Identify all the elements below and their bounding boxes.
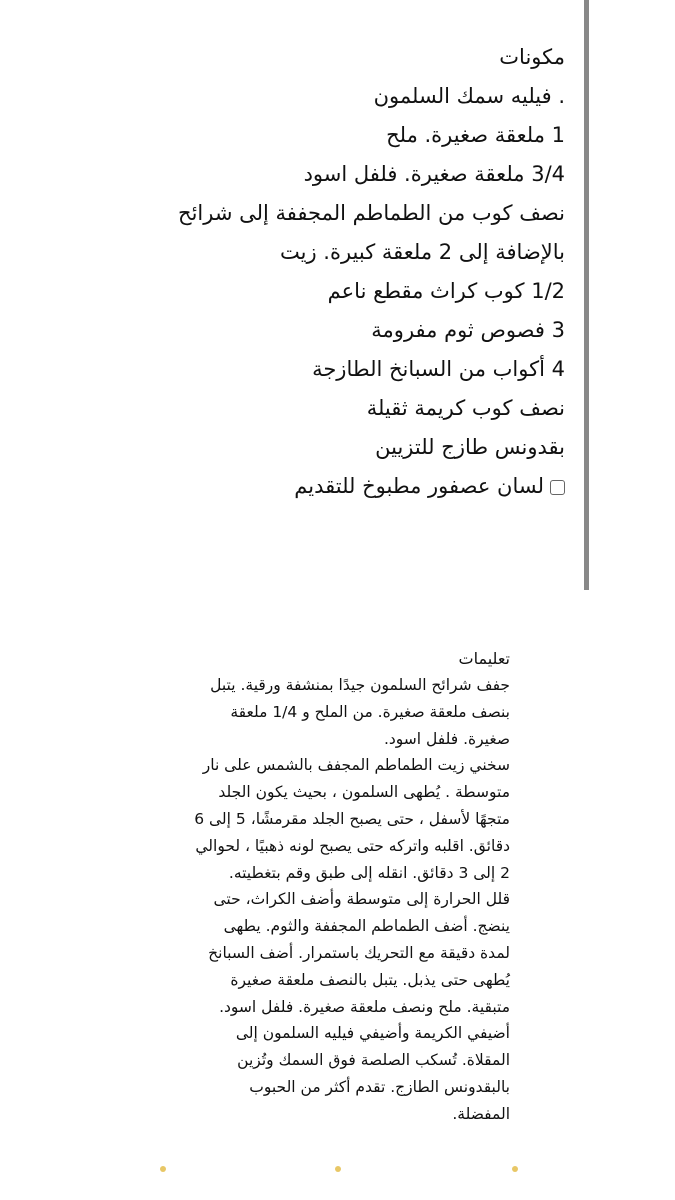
ingredients-section [105,38,565,506]
instruction-line: لمدة دقيقة مع التحريك باستمرار. أضف السبانخ [208,943,510,962]
instruction-line: ينضج. أضف الطماطم المجففة والثوم. يطهى [223,917,510,936]
checkbox[interactable] [550,480,565,495]
ingredient-line: 1/2 كوب كراث مقطع ناعم [327,279,565,303]
instruction-line: المفضلة. [452,1104,510,1123]
ingredient-line: 3/4 ملعقة صغيرة. فلفل اسود [303,162,565,186]
instruction-line: بالبقدونس الطازج. تقدم أكثر من الحبوب [249,1077,510,1096]
ingredient-line: نصف كوب من الطماطم المجففة إلى شرائح [178,201,565,225]
ingredient-line: 1 ملعقة صغيرة. ملح [386,123,565,147]
dot-icon [512,1166,518,1172]
instruction-line: متجهًا لأسفل ، حتى يصبح الجلد مقرمشًا، 5 إلى 6 [194,809,510,828]
ingredient-line: 3 فصوص ثوم مفرومة [371,318,565,342]
instruction-line: دقائق. اقلبه واتركه حتى يصبح لونه ذهبيًا ، لحوالي [195,836,510,855]
ingredients-title: مكونات [499,45,565,69]
ingredient-line: 4 أكواب من السبانخ الطازجة [312,357,565,381]
ingredient-line: . فيليه سمك السلمون [373,84,565,108]
ingredient-line: لسان عصفور مطبوخ للتقديم [294,474,544,498]
ingredient-line: نصف كوب كريمة ثقيلة [366,396,565,420]
dot-icon [160,1166,166,1172]
decorative-dots [0,1166,675,1176]
instruction-line: متوسطة . يُطهى السلمون ، بحيث يكون الجلد [218,783,510,802]
instruction-line: بنصف ملعقة صغيرة. من الملح و 1/4 ملعقة [230,702,510,721]
instruction-line: متبقية. ملح ونصف ملعقة صغيرة. فلفل اسود. [219,997,510,1016]
instruction-line: صغيرة. فلفل اسود. [383,729,510,748]
instruction-line: 2 إلى 3 دقائق. انقله إلى طبق وقم بتغطيته. [228,863,510,882]
scrollbar[interactable] [584,0,589,590]
instruction-line: أضيفي الكريمة وأضيفي فيليه السلمون إلى [235,1024,510,1043]
ingredient-checklist-item [105,467,565,506]
ingredient-line: بقدونس طازج للتزيين [375,435,565,459]
ingredient-line: بالإضافة إلى 2 ملعقة كبيرة. زيت [279,240,565,264]
instructions-section [140,645,510,1128]
dot-icon [335,1166,341,1172]
instructions-title: تعليمات [458,649,510,668]
instruction-line: جفف شرائح السلمون جيدًا بمنشفة ورقية. يتبل [210,676,510,694]
instruction-line: يُطهى حتى يذبل. يتبل بالنصف ملعقة صغيرة [230,970,510,989]
instruction-line: المقلاة. تُسكب الصلصة فوق السمك وتُزين [237,1051,510,1070]
instruction-line: سخني زيت الطماطم المجفف بالشمس على نار [202,756,510,775]
instruction-line: قلل الحرارة إلى متوسطة وأضف الكراث، حتى [213,890,510,909]
